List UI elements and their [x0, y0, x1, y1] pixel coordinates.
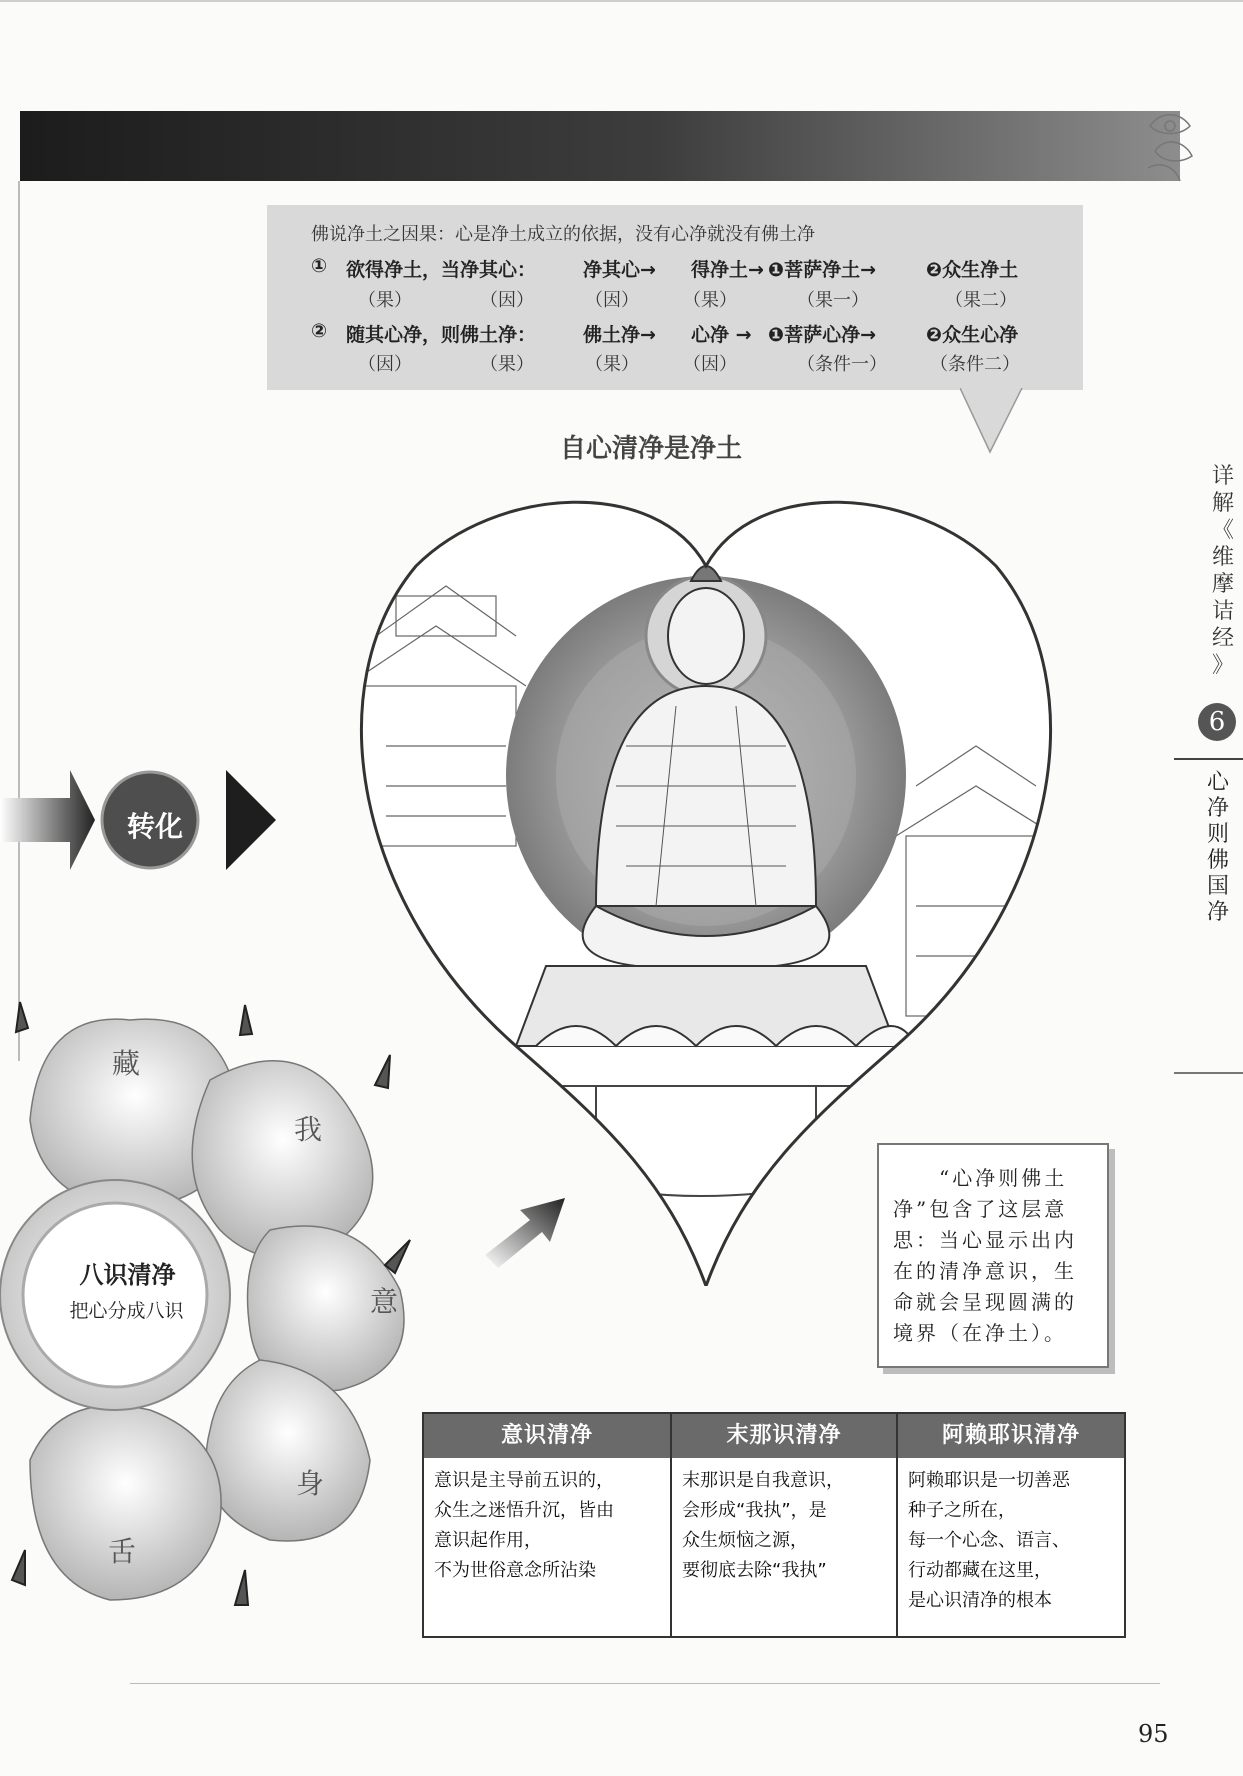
row2-step3: ❶菩萨心净→ [768, 324, 877, 346]
row1-ann5: （果一） [797, 290, 869, 311]
callout-headline: 佛说净土之因果：心是净土成立的依据，没有心净就没有佛土净 [311, 224, 815, 245]
book-title-vertical: 详 解 《 维 摩 诘 经 》 [1212, 464, 1235, 678]
section-title-vertical: 心 净 则 佛 国 净 [1206, 770, 1229, 925]
row2-step4: ❷众生心净 [926, 324, 1019, 346]
row2-step2: 心净 → [691, 324, 752, 346]
row1-ann6: （果二） [945, 290, 1017, 311]
petal-label-she: 舌 [108, 1535, 137, 1568]
row2-ann6: （条件二） [930, 354, 1020, 375]
row1-step4: ❷众生净土 [926, 259, 1019, 281]
table-header-alaiyeshi: 阿赖耶识清净 [898, 1414, 1124, 1458]
diagonal-arrow-icon [480, 1190, 570, 1270]
petal-label-wo: 我 [294, 1113, 323, 1146]
consciousness-purity-table [422, 1412, 1126, 1638]
table-column [898, 1414, 1124, 1636]
flower-center-title: 八识清净 [79, 1261, 176, 1289]
row1-ann4: （果） [683, 290, 737, 311]
explanatory-note-box: “心净则佛土净”包含了这层意思：当心显示出内在的清净意识，生命就会呈现圆满的境界（在净土）。 [877, 1143, 1109, 1368]
left-margin-rule [18, 181, 20, 1061]
lotus-ornament-icon [1140, 106, 1200, 188]
row2-ann1: （因） [358, 354, 412, 375]
row1-ann3: （因） [585, 290, 639, 311]
row1-ann1: （果） [358, 290, 412, 311]
row1-step1: 净其心→ [583, 259, 656, 281]
row1-step2: 得净土→ [691, 259, 764, 281]
row1-ann2: （因） [480, 290, 534, 311]
table-header-yishi: 意识清净 [424, 1414, 670, 1458]
row2-ann4: （因） [683, 354, 737, 375]
row2-ann2: （果） [480, 354, 534, 375]
page-number: 95 [1138, 1720, 1169, 1748]
side-rule-lower [1174, 1072, 1243, 1074]
row2-ann5: （条件一） [797, 354, 887, 375]
table-header-monashi: 末那识清净 [672, 1414, 896, 1458]
petal-label-yi: 意 [370, 1285, 399, 1318]
transform-label: 转化 [126, 810, 183, 843]
flower-center-subtitle: 把心分成八识 [69, 1300, 184, 1322]
row1-lead: 欲得净土，当净其心： [346, 259, 537, 281]
table-column [672, 1414, 898, 1636]
chapter-number-badge: 6 [1198, 703, 1236, 741]
row1-number: ① [311, 255, 328, 277]
row2-step1: 佛土净→ [583, 324, 656, 346]
table-column [424, 1414, 672, 1636]
petal-label-shen: 身 [296, 1467, 325, 1500]
table-cell-yishi: 意识是主导前五识的， 众生之迷悟升沉，皆由 意识起作用， 不为世俗意念所沾染 [434, 1470, 614, 1581]
heart-title: 自心清净是净土 [560, 434, 743, 464]
top-edge-line [0, 0, 1243, 2]
bottom-rule [130, 1683, 1160, 1684]
row2-number: ② [311, 320, 328, 342]
side-rule [1174, 758, 1243, 760]
callout-tail [960, 388, 1040, 458]
row1-step3: ❶菩萨净土→ [768, 259, 877, 281]
table-cell-alaiyeshi: 阿赖耶识是一切善恶 种子之所在， 每一个心念、语言、 行动都藏在这里， 是心识清净的根本 [908, 1470, 1070, 1611]
petal-label-zang: 藏 [112, 1047, 141, 1080]
header-banner [20, 111, 1180, 181]
row2-ann3: （果） [585, 354, 639, 375]
table-cell-monashi: 末那识是自我意识， 会形成“我执”，是 众生烦恼之源， 要彻底去除“我执” [682, 1470, 844, 1581]
row2-lead: 随其心净，则佛土净： [346, 324, 537, 346]
